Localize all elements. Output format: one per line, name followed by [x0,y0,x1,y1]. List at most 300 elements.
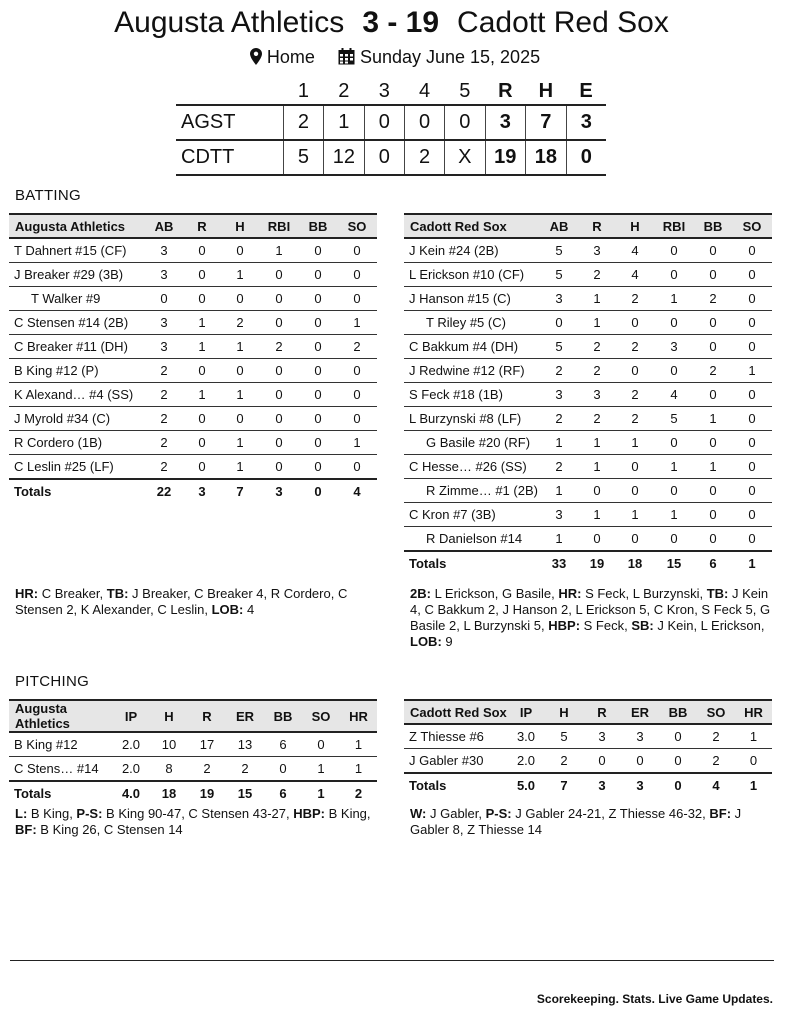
stat-cell: 0 [337,455,377,480]
note-label: TB: [106,586,129,601]
linescore-cell: 1 [324,105,365,140]
linescore-header: 4 [418,79,431,102]
player-row [9,383,377,407]
stat-column-header: R [583,700,621,724]
stat-cell: 0 [735,749,772,774]
stat-cell: 0 [732,407,772,431]
linescore-header: H [538,79,554,102]
stat-cell: 0 [264,757,302,782]
stat-column-header: SO [732,214,772,238]
stat-cell: 1 [578,287,616,311]
stat-cell: 0 [732,263,772,287]
table-header-row [404,214,772,238]
total-cell: 7 [545,773,583,797]
stat-cell: 5 [654,407,694,431]
stat-cell: 5 [540,263,578,287]
stat-cell: 3 [145,263,183,287]
stat-cell: 6 [264,732,302,757]
total-cell: 6 [694,551,732,575]
stat-cell: 0 [732,431,772,455]
stat-cell: 0 [578,527,616,552]
total-cell: 19 [578,551,616,575]
linescore-header-row [176,78,606,105]
linescore-header [176,78,283,105]
location-info [250,47,315,68]
home-batting-table [404,213,772,575]
stat-cell: 5 [540,335,578,359]
player-row [9,455,377,480]
note-label: TB: [706,586,729,601]
total-cell: 22 [145,479,183,503]
away-batting-table [9,213,377,503]
player-name: R Danielson #14 [404,527,540,552]
stat-cell: 0 [732,527,772,552]
linescore-cell: 0 [404,105,444,140]
total-cell: 2 [340,781,377,805]
player-row [404,383,772,407]
stat-cell: 2 [616,383,654,407]
player-row [404,724,772,749]
stat-cell: 0 [337,359,377,383]
total-cell: 6 [264,781,302,805]
stat-cell: 0 [337,238,377,263]
player-name: J Redwine #12 (RF) [404,359,540,383]
stat-cell: 0 [145,287,183,311]
total-cell: 4 [697,773,735,797]
total-cell: 3 [259,479,299,503]
note-text: B King 26, C Stensen 14 [36,822,183,837]
linescore-hits: 18 [526,140,567,175]
linescore-runs: 19 [485,140,526,175]
linescore-cell: 5 [283,140,323,175]
stat-cell: 0 [694,335,732,359]
player-name: J Kein #24 (2B) [404,238,540,263]
stat-cell: 0 [337,407,377,431]
stat-column-header: AB [540,214,578,238]
stat-cell: 1 [221,431,259,455]
stat-column-header: SO [697,700,735,724]
stat-cell: 1 [337,431,377,455]
total-cell: 1 [302,781,340,805]
stat-cell: 3 [145,335,183,359]
total-cell: 33 [540,551,578,575]
stat-cell: 1 [340,757,377,782]
note-label: L: [15,806,28,821]
stat-cell: 1 [654,455,694,479]
stat-cell: 2 [145,359,183,383]
note-text: J Gabler, [426,806,486,821]
stat-cell: 1 [578,503,616,527]
linescore-cell: 2 [283,105,323,140]
note-label: SB: [631,618,654,633]
linescore-cell: X [445,140,485,175]
footer-tagline: Scorekeeping. Stats. Live Game Updates. [536,992,773,1006]
total-cell: 4.0 [112,781,150,805]
stat-column-header: ER [621,700,659,724]
stat-cell: 2 [337,335,377,359]
stat-cell: 0 [732,335,772,359]
stat-column-header: ER [226,700,264,732]
stat-cell: 0 [183,359,221,383]
player-row [404,455,772,479]
team-column-header: Augusta Athletics [9,214,145,238]
player-name: J Breaker #29 (3B) [9,263,145,287]
stat-cell: 2 [259,335,299,359]
stat-column-header: R [183,214,221,238]
linescore-runs: 3 [485,105,526,140]
away-team-name: Augusta Athletics [114,6,345,39]
stat-cell: 0 [732,455,772,479]
stat-cell: 0 [654,359,694,383]
player-name: B King #12 (P) [9,359,145,383]
stat-column-header: IP [112,700,150,732]
linescore-cell: 2 [404,140,444,175]
linescore-errors: 3 [566,105,606,140]
linescore-header: 3 [378,79,390,102]
stat-cell: 0 [259,263,299,287]
stat-cell: 0 [221,287,259,311]
stat-cell: 0 [299,311,337,335]
note-label: BF: [15,822,37,837]
stat-cell: 0 [183,407,221,431]
note-label: P-S: [76,806,103,821]
player-row [404,407,772,431]
pitching-section-title: PITCHING [15,673,90,690]
away-pitching-notes [15,806,385,838]
stat-cell: 0 [299,263,337,287]
stat-cell: 0 [337,383,377,407]
player-name: L Erickson #10 (CF) [404,263,540,287]
stat-cell: 0 [654,527,694,552]
totals-label: Totals [9,781,112,805]
stat-cell: 4 [616,263,654,287]
stat-cell: 0 [694,431,732,455]
note-label: HBP: [548,618,581,633]
player-row [9,431,377,455]
stat-column-header: SO [302,700,340,732]
stat-column-header: RBI [654,214,694,238]
linescore-header: 1 [297,79,309,102]
note-text: J Kein 4, C Bakkum 2, J Hanson 2, L Erickson 5, C Kron, S Feck 5, G Basile 2, L Burzynski 5, [410,586,771,633]
total-cell: 5.0 [507,773,545,797]
player-name: R Zimme… #1 (2B) [404,479,540,503]
linescore-team: AGST [176,105,283,140]
stat-cell: 0 [654,311,694,335]
stat-cell: 3 [540,287,578,311]
stat-cell: 0 [621,749,659,774]
stat-cell: 2 [578,335,616,359]
stat-cell: 0 [616,527,654,552]
stat-column-header: HR [735,700,772,724]
player-row [404,431,772,455]
stat-cell: 0 [694,263,732,287]
stat-cell: 2 [226,757,264,782]
note-text: 4 [243,602,255,617]
home-pitching-table [404,699,772,797]
total-cell: 3 [583,773,621,797]
player-name: S Feck #18 (1B) [404,383,540,407]
stat-cell: 1 [221,383,259,407]
table-header-row [404,700,772,724]
linescore-header: 2 [338,79,350,102]
stat-cell: 0 [183,238,221,263]
linescore-row [176,140,606,175]
stat-cell: 2 [694,359,732,383]
linescore-row [176,105,606,140]
stat-cell: 0 [259,359,299,383]
date-text: Sunday June 15, 2025 [359,47,541,67]
stat-cell: 0 [259,407,299,431]
note-text: J Kein, L Erickson, [653,618,765,633]
stat-cell: 0 [299,238,337,263]
linescore-errors: 0 [566,140,606,175]
stat-cell: 2 [540,359,578,383]
stat-cell: 0 [259,455,299,480]
stat-cell: 0 [616,455,654,479]
stat-cell: 0 [732,238,772,263]
table-header-row [9,700,377,732]
player-name: C Bakkum #4 (DH) [404,335,540,359]
stat-cell: 0 [583,749,621,774]
stat-cell: 1 [616,503,654,527]
home-pitching-notes [410,806,778,838]
stat-cell: 0 [654,431,694,455]
stat-cell: 2 [578,359,616,383]
linescore-hits: 7 [526,105,567,140]
stat-cell: 2 [545,749,583,774]
total-cell: 18 [616,551,654,575]
player-name: L Burzynski #8 (LF) [404,407,540,431]
stat-cell: 2 [221,311,259,335]
stat-cell: 0 [183,263,221,287]
player-name: K Alexand… #4 (SS) [9,383,145,407]
stat-cell: 2 [540,455,578,479]
player-row [404,503,772,527]
player-name: C Kron #7 (3B) [404,503,540,527]
player-row [9,263,377,287]
stat-cell: 1 [221,455,259,480]
stat-cell: 0 [732,503,772,527]
stat-cell: 0 [732,383,772,407]
stat-cell: 1 [732,359,772,383]
stat-cell: 1 [340,732,377,757]
stat-column-header: R [188,700,226,732]
note-text: S Feck, [580,618,632,633]
stat-cell: 0 [221,238,259,263]
stat-cell: 0 [694,527,732,552]
home-batting-notes [410,586,778,650]
stat-cell: 2 [697,724,735,749]
player-name: J Myrold #34 (C) [9,407,145,431]
linescore-cell: 0 [364,105,404,140]
note-label: P-S: [485,806,512,821]
stat-cell: 2 [145,455,183,480]
stat-cell: 3.0 [507,724,545,749]
stat-cell: 0 [259,431,299,455]
stat-cell: 0 [259,311,299,335]
total-cell: 15 [654,551,694,575]
game-info [0,47,790,68]
stat-cell: 0 [694,503,732,527]
stat-column-header: BB [264,700,302,732]
player-row [404,359,772,383]
total-cell: 1 [732,551,772,575]
stat-cell: 0 [659,724,697,749]
note-label: 2B: [410,586,431,601]
player-name: T Dahnert #15 (CF) [9,238,145,263]
stat-cell: 1 [183,383,221,407]
player-name: B King #12 [9,732,112,757]
linescore-cell: 0 [445,105,485,140]
stat-cell: 1 [578,311,616,335]
stat-cell: 0 [694,383,732,407]
player-name: T Riley #5 (C) [404,311,540,335]
stat-cell: 1 [302,757,340,782]
away-pitching-table [9,699,377,805]
stat-cell: 2 [188,757,226,782]
stat-cell: 1 [694,407,732,431]
stat-cell: 1 [735,724,772,749]
player-row [404,238,772,263]
total-cell: 19 [188,781,226,805]
stat-cell: 2 [616,407,654,431]
player-name: C Breaker #11 (DH) [9,335,145,359]
stat-cell: 0 [694,238,732,263]
player-name: R Cordero (1B) [9,431,145,455]
totals-row [404,773,772,797]
stat-cell: 0 [221,359,259,383]
stat-cell: 1 [183,311,221,335]
stat-cell: 0 [299,383,337,407]
total-cell: 7 [221,479,259,503]
stat-column-header: AB [145,214,183,238]
stat-cell: 0 [259,287,299,311]
stat-cell: 2.0 [112,757,150,782]
stat-cell: 5 [540,238,578,263]
stat-cell: 1 [616,431,654,455]
player-name: C Leslin #25 (LF) [9,455,145,480]
note-label: BF: [709,806,732,821]
stat-cell: 2 [145,383,183,407]
linescore-header: E [579,79,593,102]
stat-cell: 3 [540,503,578,527]
player-row [404,263,772,287]
stat-cell: 0 [183,287,221,311]
stat-cell: 13 [226,732,264,757]
footer-divider [10,960,774,961]
note-label: W: [410,806,427,821]
stat-cell: 0 [221,407,259,431]
note-label: LOB: [410,634,442,649]
stat-cell: 3 [145,238,183,263]
batting-section-title: BATTING [15,187,81,204]
home-team-name: Cadott Red Sox [457,6,669,39]
stat-cell: 2 [145,407,183,431]
totals-row [9,479,377,503]
stat-cell: 1 [259,238,299,263]
game-title [0,6,783,40]
stat-cell: 17 [188,732,226,757]
stat-cell: 2 [578,407,616,431]
stat-cell: 0 [616,311,654,335]
player-row [9,335,377,359]
stat-column-header: H [150,700,188,732]
stat-cell: 3 [654,335,694,359]
stat-cell: 0 [578,479,616,503]
totals-label: Totals [9,479,145,503]
stat-cell: 3 [578,383,616,407]
stat-cell: 1 [183,335,221,359]
stat-cell: 0 [616,479,654,503]
team-column-header: Cadott Red Sox [404,700,507,724]
player-row [404,287,772,311]
map-pin-icon [250,48,262,65]
player-row [404,479,772,503]
stat-cell: 1 [540,431,578,455]
stat-cell: 5 [545,724,583,749]
stat-cell: 0 [654,238,694,263]
note-text: B King, [27,806,77,821]
stat-cell: 3 [578,238,616,263]
total-cell: 15 [226,781,264,805]
total-cell: 3 [183,479,221,503]
note-text: B King 90-47, C Stensen 43-27, [102,806,294,821]
stat-cell: 0 [299,431,337,455]
stat-cell: 1 [654,503,694,527]
stat-cell: 1 [654,287,694,311]
player-row [9,287,377,311]
player-row [9,732,377,757]
stat-cell: 0 [616,359,654,383]
linescore-table [176,78,606,176]
stat-column-header: IP [507,700,545,724]
stat-cell: 3 [583,724,621,749]
player-name: C Hesse… #26 (SS) [404,455,540,479]
total-cell: 0 [299,479,337,503]
stat-cell: 2.0 [112,732,150,757]
stat-cell: 0 [732,479,772,503]
stat-cell: 0 [654,479,694,503]
stat-cell: 0 [337,263,377,287]
table-header-row [9,214,377,238]
stat-column-header: HR [340,700,377,732]
stat-cell: 0 [732,311,772,335]
date-info [338,47,540,68]
stat-cell: 0 [302,732,340,757]
totals-label: Totals [404,551,540,575]
note-label: HR: [15,586,39,601]
stat-column-header: BB [694,214,732,238]
linescore-cell: 12 [324,140,365,175]
note-text: J Gabler 24-21, Z Thiesse 46-32, [511,806,710,821]
stat-cell: 0 [299,335,337,359]
stat-cell: 0 [540,311,578,335]
total-cell: 4 [337,479,377,503]
player-row [9,311,377,335]
player-row [9,757,377,782]
totals-label: Totals [404,773,507,797]
player-row [404,527,772,552]
stat-cell: 0 [183,455,221,480]
stat-cell: 3 [540,383,578,407]
team-column-header: Augusta Athletics [9,700,112,732]
player-row [404,335,772,359]
team-column-header: Cadott Red Sox [404,214,540,238]
stat-cell: 0 [299,287,337,311]
stat-cell: 0 [732,287,772,311]
stat-cell: 3 [621,724,659,749]
note-text: 9 [441,634,453,649]
